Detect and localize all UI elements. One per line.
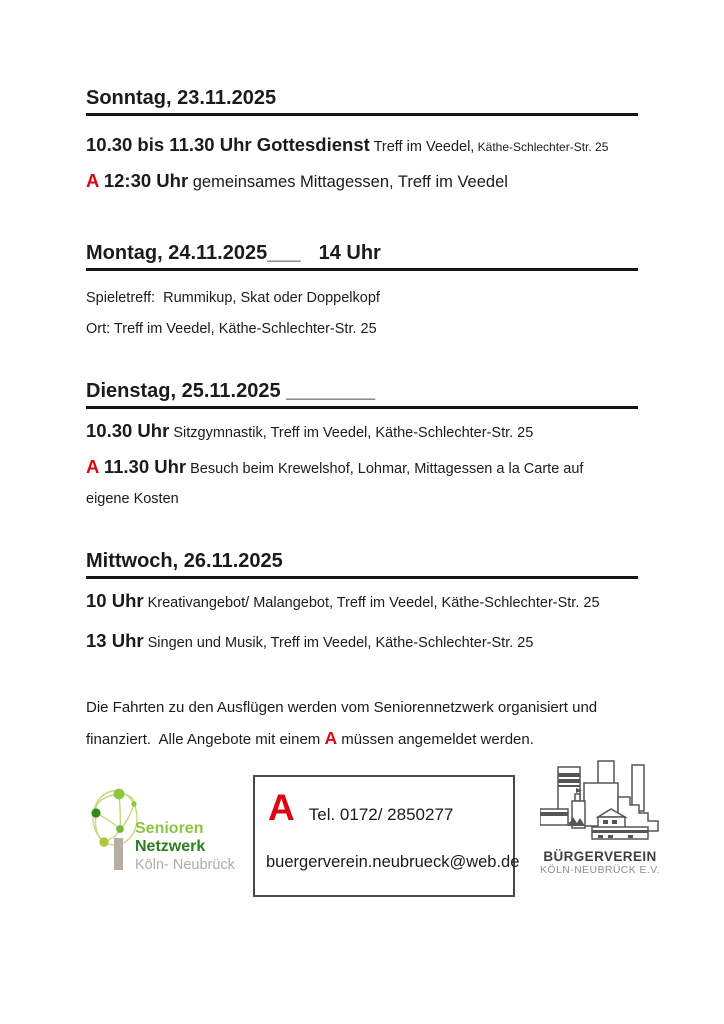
event-time: 10.30 bis 11.30 Uhr Gottesdienst — [86, 134, 370, 155]
event-detail: Ort: Treff im Veedel, Käthe-Schlechter-Str. 25 — [86, 321, 377, 337]
event-time: 11.30 Uhr — [103, 456, 187, 477]
day-heading-time: 14 Uhr — [318, 242, 381, 264]
note-text-before: Die Fahrten zu den Ausflügen werden vom Seniorennetzwerk organisiert und finanziert. Alle Angebote mit einem — [86, 699, 602, 748]
logo-line-koeln-neubrueck-ev: KÖLN-NEUBRÜCK E.V. — [539, 864, 660, 876]
buergerverein-logo — [531, 760, 669, 876]
event-address: Käthe-Schlechter-Str. 25 — [477, 140, 609, 154]
event-line — [86, 168, 638, 196]
event-detail: Sitzgymnastik, Treff im Veedel, Käthe-Schlechter-Str. 25 — [173, 425, 534, 441]
event-detail: Besuch beim Krewelshof, Lohmar, Mittagessen a la Carte auf eigene Kosten — [86, 461, 588, 507]
buildings-icon — [540, 760, 660, 842]
event-time: 12:30 Uhr — [103, 170, 189, 191]
contact-email: buergerverein.neubrueck@web.de — [266, 853, 520, 871]
registration-flag: A — [324, 728, 338, 748]
event-detail: Spieletreff: Rummikup, Skat oder Doppelkopf — [86, 290, 380, 306]
event-detail: gemeinsames Mittagessen, Treff im Veedel — [192, 173, 508, 191]
event-line — [86, 418, 638, 446]
day-heading-montag — [86, 241, 638, 271]
event-line — [86, 452, 631, 514]
day-heading-text: Mittwoch, 26.11.2025 — [86, 550, 283, 572]
registration-note — [86, 692, 646, 755]
event-time: 13 Uhr — [86, 630, 144, 651]
day-heading-text: Sonntag, 23.11.2025 — [86, 87, 277, 109]
senioren-netzwerk-logo — [88, 782, 248, 897]
event-line — [86, 285, 638, 311]
registration-flag: A — [86, 170, 99, 191]
contact-phone-row — [268, 787, 454, 828]
event-line — [86, 316, 638, 342]
contact-phone: Tel. 0172/ 2850277 — [308, 805, 454, 824]
logo-line-buergerverein: BÜRGERVEREIN — [543, 849, 657, 864]
event-line — [86, 628, 638, 656]
note-text-after: müssen angemeldet werden. — [337, 731, 534, 748]
logo-line-senioren: Senioren — [135, 820, 204, 837]
event-line — [86, 132, 638, 160]
day-heading-dienstag — [86, 379, 638, 409]
contact-box — [253, 775, 520, 897]
registration-flag: A — [268, 787, 295, 828]
logo-line-netzwerk: Netzwerk — [135, 838, 206, 855]
event-time: 10.30 Uhr — [86, 420, 170, 441]
event-place: Treff im Veedel, — [373, 139, 475, 155]
event-detail: Singen und Musik, Treff im Veedel, Käthe-Schlechter-Str. 25 — [147, 635, 534, 651]
day-heading-text: Dienstag, 25.11.2025 ________ — [86, 380, 376, 402]
senioren-netzwerk-wordmark — [135, 820, 235, 874]
registration-flag: A — [86, 456, 99, 477]
logo-line-koeln-neubrueck: Köln- Neubrück — [135, 857, 235, 873]
event-time: 10 Uhr — [86, 590, 144, 611]
day-heading-mittwoch — [86, 549, 638, 579]
event-line — [86, 588, 638, 616]
event-detail: Kreativangebot/ Malangebot, Treff im Veedel, Käthe-Schlechter-Str. 25 — [147, 595, 600, 611]
day-heading-sonntag — [86, 86, 638, 116]
day-heading-text: Montag, 24.11.2025___ — [86, 242, 301, 264]
